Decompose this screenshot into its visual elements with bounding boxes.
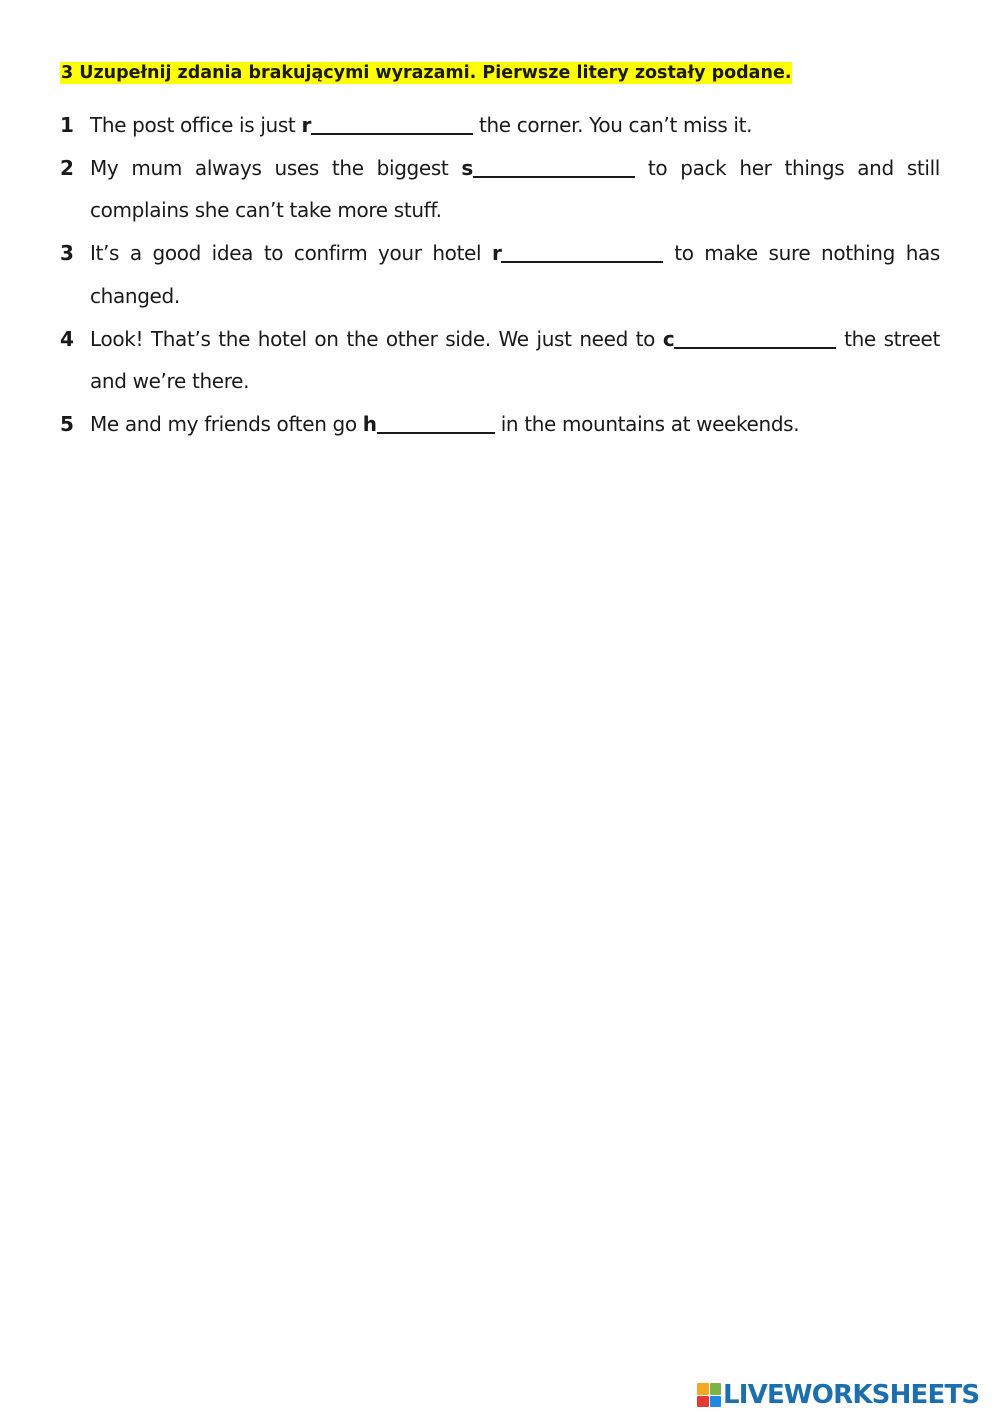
exercise-item-3 bbox=[60, 232, 940, 317]
logo-mark-tile bbox=[697, 1383, 709, 1395]
sentence-start: Look! That’s the hotel on the other side. We just need to bbox=[90, 326, 663, 351]
item-number: 3 bbox=[60, 241, 74, 266]
given-first-letter: s bbox=[461, 155, 473, 180]
sentence-start: The post office is just bbox=[90, 113, 302, 137]
given-first-letter: r bbox=[491, 241, 502, 266]
answer-gap[interactable] bbox=[674, 327, 836, 349]
given-first-letter: h bbox=[362, 411, 377, 436]
given-first-letter: c bbox=[662, 326, 675, 351]
answer-gap[interactable] bbox=[377, 412, 495, 434]
item-number: 4 bbox=[60, 326, 74, 351]
sentence-start: My mum always uses the biggest bbox=[90, 155, 462, 180]
exercise-item-1 bbox=[60, 104, 940, 147]
sentence-end: the street and we’re there. bbox=[90, 326, 941, 394]
liveworksheets-logo bbox=[697, 1380, 979, 1410]
exercise-list bbox=[60, 104, 940, 446]
answer-gap[interactable] bbox=[311, 113, 473, 135]
item-number: 5 bbox=[60, 411, 74, 436]
sentence-start: Me and my friends often go bbox=[90, 411, 363, 436]
given-first-letter: r bbox=[301, 113, 311, 137]
sentence-end: the corner. You can’t miss it. bbox=[472, 113, 753, 137]
logo-wordmark: LIVEWORKSHEETS bbox=[723, 1380, 980, 1410]
sentence-end: to pack her things and still complains she can’t take more stuff. bbox=[90, 155, 941, 223]
exercise-item-4 bbox=[60, 318, 940, 403]
logo-mark-icon bbox=[697, 1383, 721, 1407]
sentence-end: in the mountains at weekends. bbox=[494, 411, 800, 436]
logo-mark-tile bbox=[697, 1396, 709, 1408]
exercise-instruction: 3 Uzupełnij zdania brakującymi wyrazami. Pierwsze litery zostały podane. bbox=[61, 63, 792, 83]
sentence-start: It’s a good idea to confirm your hotel bbox=[90, 241, 492, 266]
item-number: 1 bbox=[60, 113, 74, 137]
exercise-item-5 bbox=[60, 403, 940, 446]
answer-gap[interactable] bbox=[501, 241, 663, 263]
exercise-item-2 bbox=[60, 147, 940, 232]
item-number: 2 bbox=[60, 155, 74, 180]
logo-mark-tile bbox=[710, 1383, 722, 1395]
answer-gap[interactable] bbox=[473, 156, 635, 178]
logo-mark-tile bbox=[710, 1396, 722, 1408]
sentence-end: to make sure nothing has changed. bbox=[90, 241, 940, 308]
